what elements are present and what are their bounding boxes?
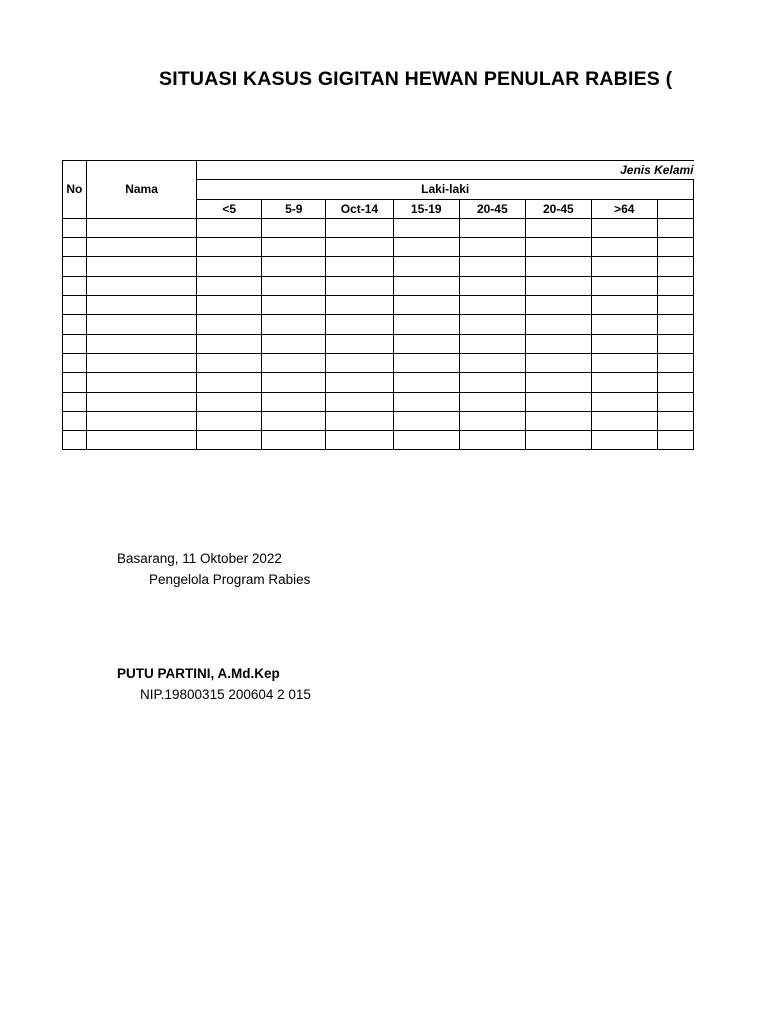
signature-block — [117, 548, 310, 590]
table-cell — [592, 353, 657, 372]
table-cell — [63, 431, 87, 450]
col-header-age-group: 20-45 — [525, 199, 591, 218]
table-cell — [460, 411, 526, 430]
table-cell — [460, 296, 526, 315]
col-header-age-group: >64 — [592, 199, 657, 218]
table-cell — [657, 411, 693, 430]
table-cell — [197, 334, 262, 353]
table-cell — [592, 238, 657, 257]
table-cell — [262, 392, 326, 411]
col-header-no: No — [63, 161, 87, 219]
table-cell — [63, 276, 87, 295]
table-cell — [86, 431, 197, 450]
table-cell — [63, 296, 87, 315]
table-row — [63, 334, 694, 353]
table-cell — [657, 334, 693, 353]
table-cell — [393, 334, 459, 353]
table-cell — [262, 411, 326, 430]
table-cell — [262, 276, 326, 295]
table-cell — [525, 353, 591, 372]
col-header-jenis-kelamin: Jenis Kelami — [197, 161, 694, 180]
table-row — [63, 392, 694, 411]
table-cell — [86, 411, 197, 430]
table-cell — [460, 315, 526, 334]
table-cell — [525, 431, 591, 450]
table-cell — [393, 373, 459, 392]
table-row — [63, 276, 694, 295]
table-cell — [63, 238, 87, 257]
table-cell — [262, 218, 326, 237]
signature-nip: NIP.19800315 200604 2 015 — [140, 687, 311, 702]
data-table — [62, 160, 694, 450]
table-cell — [326, 411, 393, 430]
table-cell — [326, 431, 393, 450]
header-row-1 — [63, 161, 694, 180]
table-cell — [326, 373, 393, 392]
table-row — [63, 257, 694, 276]
table-cell — [525, 238, 591, 257]
table-cell — [525, 373, 591, 392]
table-cell — [197, 257, 262, 276]
table-cell — [525, 296, 591, 315]
table-cell — [657, 392, 693, 411]
table-cell — [525, 411, 591, 430]
table-cell — [326, 238, 393, 257]
table-cell — [657, 218, 693, 237]
table-cell — [393, 257, 459, 276]
table-cell — [592, 257, 657, 276]
signature-place-date: Basarang, 11 Oktober 2022 — [117, 551, 282, 566]
table-cell — [592, 411, 657, 430]
table-cell — [460, 353, 526, 372]
table-cell — [592, 431, 657, 450]
table-cell — [86, 218, 197, 237]
table-row — [63, 218, 694, 237]
table-cell — [657, 373, 693, 392]
table-body — [63, 161, 694, 450]
table-cell — [592, 296, 657, 315]
table-row — [63, 296, 694, 315]
table-cell — [657, 315, 693, 334]
table-cell — [393, 392, 459, 411]
table-cell — [326, 276, 393, 295]
table-cell — [592, 392, 657, 411]
table-cell — [525, 392, 591, 411]
table-cell — [592, 218, 657, 237]
table-cell — [197, 218, 262, 237]
col-header-laki-laki: Laki-laki — [197, 180, 694, 199]
table-row — [63, 315, 694, 334]
table-cell — [657, 238, 693, 257]
table-row — [63, 373, 694, 392]
col-header-nama: Nama — [86, 161, 197, 219]
table-cell — [460, 373, 526, 392]
table-cell — [63, 392, 87, 411]
table-cell — [326, 392, 393, 411]
table-cell — [525, 257, 591, 276]
table-cell — [393, 315, 459, 334]
table-cell — [657, 431, 693, 450]
table-cell — [86, 392, 197, 411]
table-cell — [262, 431, 326, 450]
table-cell — [326, 218, 393, 237]
table-cell — [86, 315, 197, 334]
table-cell — [86, 334, 197, 353]
table-cell — [63, 334, 87, 353]
table-cell — [525, 276, 591, 295]
table-cell — [525, 218, 591, 237]
data-table-container — [62, 160, 694, 450]
table-cell — [86, 238, 197, 257]
table-cell — [657, 353, 693, 372]
table-cell — [393, 276, 459, 295]
table-cell — [197, 411, 262, 430]
table-cell — [197, 276, 262, 295]
col-header-age-group: 15-19 — [393, 199, 459, 218]
table-cell — [592, 334, 657, 353]
table-cell — [197, 296, 262, 315]
col-header-age-group: 20-45 — [460, 199, 526, 218]
table-row — [63, 431, 694, 450]
table-cell — [63, 373, 87, 392]
table-cell — [262, 373, 326, 392]
table-cell — [262, 315, 326, 334]
table-cell — [86, 276, 197, 295]
table-cell — [63, 218, 87, 237]
table-cell — [63, 257, 87, 276]
table-cell — [460, 257, 526, 276]
table-row — [63, 411, 694, 430]
table-row — [63, 238, 694, 257]
table-cell — [393, 238, 459, 257]
table-cell — [657, 276, 693, 295]
signature-role: Pengelola Program Rabies — [149, 572, 311, 587]
table-cell — [86, 296, 197, 315]
table-cell — [525, 334, 591, 353]
table-cell — [262, 296, 326, 315]
table-cell — [326, 353, 393, 372]
col-header-age-group: <5 — [197, 199, 262, 218]
table-cell — [393, 218, 459, 237]
table-cell — [393, 431, 459, 450]
table-cell — [393, 411, 459, 430]
table-cell — [592, 315, 657, 334]
col-header-age-group-cut — [657, 199, 693, 218]
table-cell — [262, 257, 326, 276]
table-cell — [460, 276, 526, 295]
table-cell — [460, 392, 526, 411]
table-cell — [393, 296, 459, 315]
table-cell — [63, 411, 87, 430]
table-cell — [86, 353, 197, 372]
table-cell — [63, 353, 87, 372]
table-cell — [460, 334, 526, 353]
table-cell — [197, 431, 262, 450]
table-cell — [197, 315, 262, 334]
table-cell — [460, 431, 526, 450]
col-header-age-group: Oct-14 — [326, 199, 393, 218]
col-header-age-group: 5-9 — [262, 199, 326, 218]
table-cell — [326, 296, 393, 315]
table-cell — [592, 373, 657, 392]
table-cell — [262, 334, 326, 353]
table-cell — [63, 315, 87, 334]
table-cell — [460, 218, 526, 237]
table-cell — [197, 238, 262, 257]
table-cell — [393, 353, 459, 372]
table-cell — [592, 276, 657, 295]
table-cell — [197, 373, 262, 392]
table-cell — [86, 373, 197, 392]
signature-name: PUTU PARTINI, A.Md.Kep — [117, 666, 280, 681]
table-cell — [86, 257, 197, 276]
table-cell — [657, 296, 693, 315]
table-cell — [326, 334, 393, 353]
page-title: SITUASI KASUS GIGITAN HEWAN PENULAR RABIES ( — [159, 68, 673, 90]
table-cell — [197, 392, 262, 411]
table-cell — [197, 353, 262, 372]
table-row — [63, 353, 694, 372]
table-cell — [657, 257, 693, 276]
table-cell — [262, 238, 326, 257]
table-cell — [262, 353, 326, 372]
table-cell — [326, 257, 393, 276]
table-cell — [525, 315, 591, 334]
table-cell — [326, 315, 393, 334]
table-cell — [460, 238, 526, 257]
